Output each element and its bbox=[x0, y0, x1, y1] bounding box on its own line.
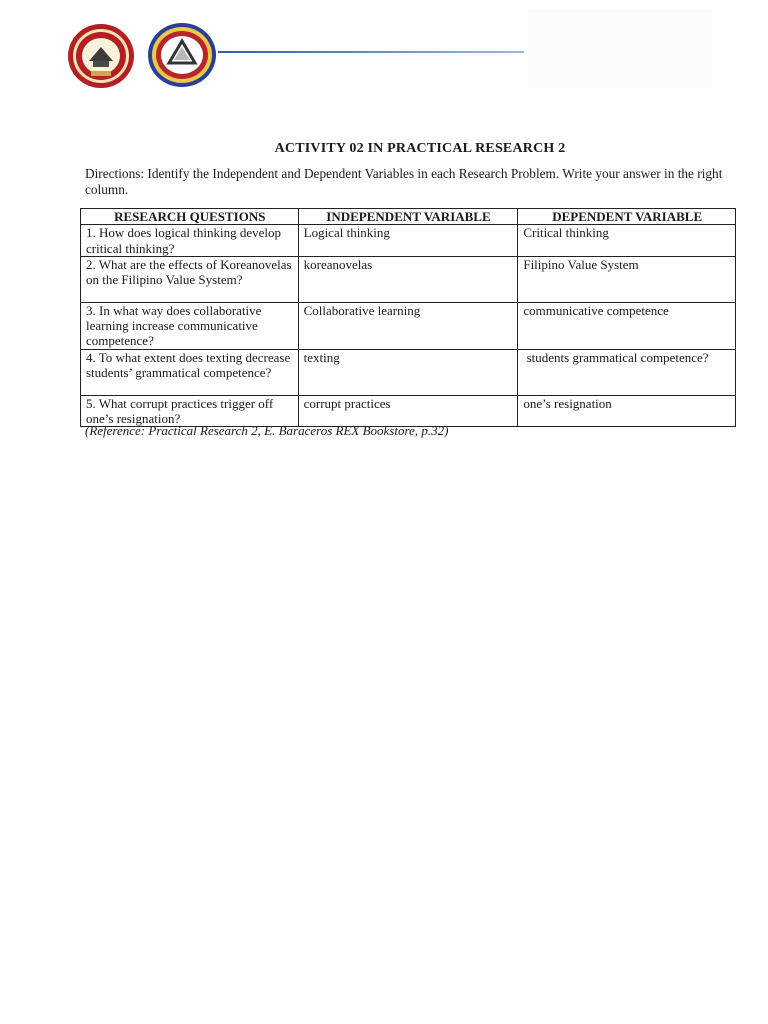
table-row bbox=[81, 225, 736, 257]
independent-cell: Collaborative learning bbox=[298, 302, 518, 349]
header-independent-variable: INDEPENDENT VARIABLE bbox=[298, 209, 518, 225]
independent-cell: texting bbox=[298, 349, 518, 395]
letterhead bbox=[0, 0, 768, 100]
question-cell: 4. To what extent does texting decrease students’ grammatical competence? bbox=[81, 349, 299, 395]
variables-table bbox=[80, 208, 736, 427]
dependent-cell: students grammatical competence? bbox=[518, 349, 736, 395]
table-header-row bbox=[81, 209, 736, 225]
independent-cell: koreanovelas bbox=[298, 256, 518, 302]
table-row bbox=[81, 349, 736, 395]
dependent-cell: Critical thinking bbox=[518, 225, 736, 257]
school-seal-icon bbox=[147, 22, 217, 88]
dependent-cell: one’s resignation bbox=[518, 395, 736, 427]
question-cell: 5. What corrupt practices trigger off one’s resignation? bbox=[81, 395, 299, 427]
table-row bbox=[81, 256, 736, 302]
university-seal-icon bbox=[67, 23, 135, 89]
directions-text: Directions: Identify the Independent and Dependent Variables in each Research Problem. Write your answer in the right column. bbox=[85, 166, 723, 197]
dependent-cell: Filipino Value System bbox=[518, 256, 736, 302]
table-row bbox=[81, 302, 736, 349]
question-cell: 1. How does logical thinking develop critical thinking? bbox=[81, 225, 299, 257]
header-rule bbox=[218, 51, 524, 53]
header-dependent-variable: DEPENDENT VARIABLE bbox=[518, 209, 736, 225]
independent-cell: corrupt practices bbox=[298, 395, 518, 427]
question-cell: 3. In what way does collaborative learning increase communicative competence? bbox=[81, 302, 299, 349]
independent-cell: Logical thinking bbox=[298, 225, 518, 257]
reference-note: (Reference: Practical Research 2, E. Baraceros REX Bookstore, p.32) bbox=[85, 423, 449, 438]
header-faint-area bbox=[528, 10, 712, 88]
question-cell: 2. What are the effects of Koreanovelas on the Filipino Value System? bbox=[81, 256, 299, 302]
activity-title: ACTIVITY 02 IN PRACTICAL RESEARCH 2 bbox=[274, 141, 566, 156]
header-research-questions: RESEARCH QUESTIONS bbox=[81, 209, 299, 225]
dependent-cell: communicative competence bbox=[518, 302, 736, 349]
